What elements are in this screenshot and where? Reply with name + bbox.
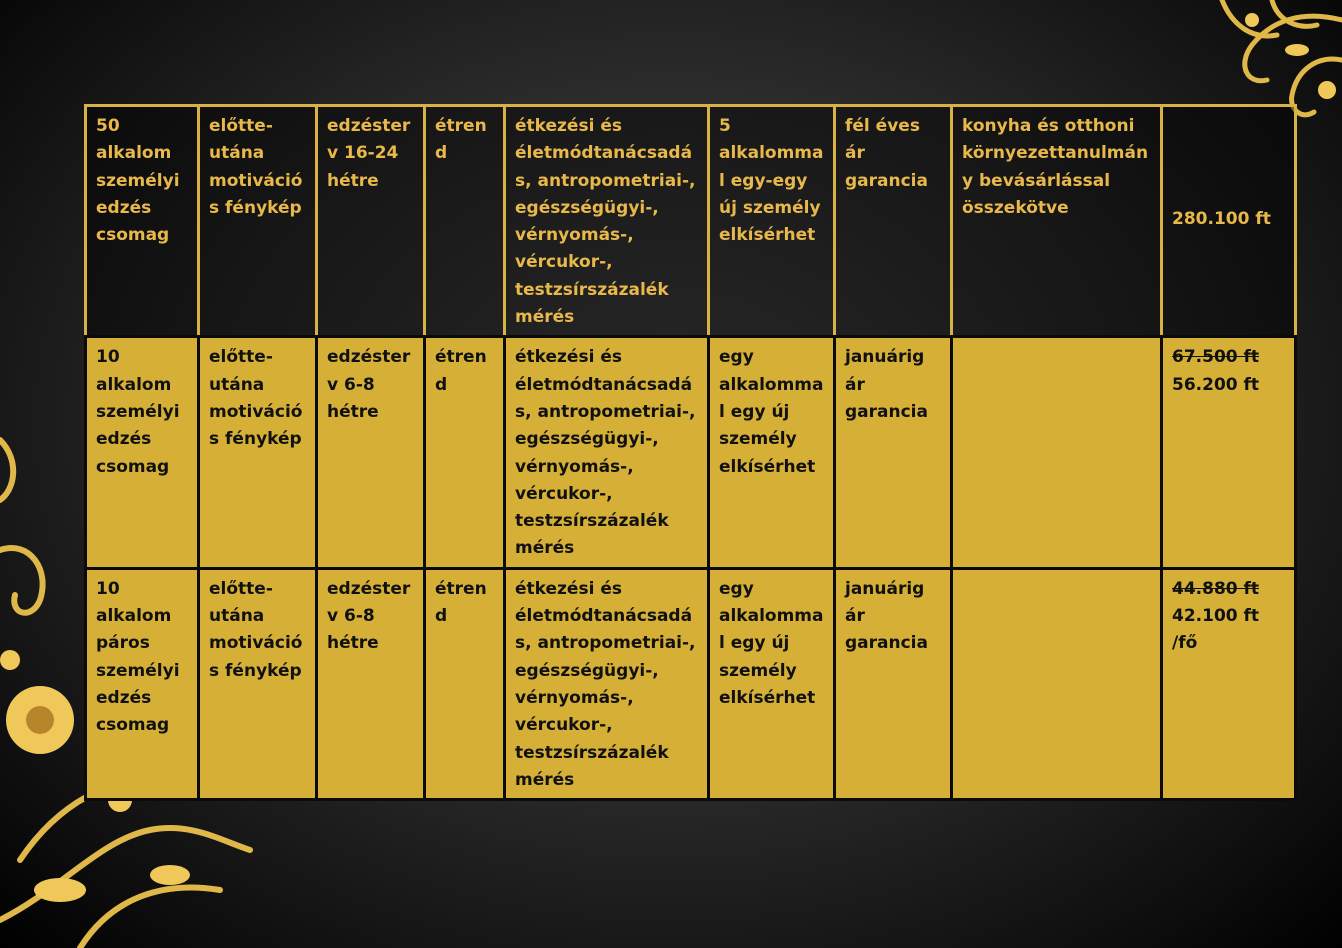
old-price: 44.880 ft xyxy=(1172,578,1260,599)
kitchen-cell xyxy=(952,568,1162,799)
price-cell xyxy=(1162,568,1296,799)
pricing-table xyxy=(84,104,1297,801)
diet-cell: étrend xyxy=(425,337,505,568)
photo-cell: előtte-utána motivációs fénykép xyxy=(199,337,317,568)
package-name: 10 alkalom személyi edzés csomag xyxy=(86,337,199,568)
guarantee-cell: januárig ár garancia xyxy=(835,568,952,799)
old-price: 67.500 ft xyxy=(1172,347,1260,368)
current-price: 56.200 ft xyxy=(1172,374,1260,395)
price-cell xyxy=(1162,337,1296,568)
photo-cell: előtte-utána motivációs fénykép xyxy=(199,106,317,337)
kitchen-cell: konyha és otthoni környezettanulmány bevásárlással összekötve xyxy=(952,106,1162,337)
guest-cell: egy alkalommal egy új személy elkísérhet xyxy=(709,568,835,799)
kitchen-cell xyxy=(952,337,1162,568)
guarantee-cell: januárig ár garancia xyxy=(835,337,952,568)
photo-cell: előtte-utána motivációs fénykép xyxy=(199,568,317,799)
consult-cell: étkezési és életmódtanácsadás, antropometriai-, egészségügyi-, vérnyomás-, vércukor-, testzsírszázalék mérés xyxy=(505,568,709,799)
consult-cell: étkezési és életmódtanácsadás, antropometriai-, egészségügyi-, vérnyomás-, vércukor-, testzsírszázalék mérés xyxy=(505,106,709,337)
plan-cell: edzésterv 6-8 hétre xyxy=(317,337,425,568)
current-price: 42.100 ft /fő xyxy=(1172,606,1260,654)
table-row xyxy=(86,337,1296,568)
table-row xyxy=(86,568,1296,799)
diet-cell: étrend xyxy=(425,568,505,799)
guest-cell: 5 alkalommal egy-egy új személy elkísérhet xyxy=(709,106,835,337)
diet-cell: étrend xyxy=(425,106,505,337)
package-name: 10 alkalom páros személyi edzés csomag xyxy=(86,568,199,799)
current-price: 280.100 ft xyxy=(1172,208,1271,229)
plan-cell: edzésterv 16-24 hétre xyxy=(317,106,425,337)
package-name: 50 alkalom személyi edzés csomag xyxy=(86,106,199,337)
guest-cell: egy alkalommal egy új személy elkísérhet xyxy=(709,337,835,568)
plan-cell: edzésterv 6-8 hétre xyxy=(317,568,425,799)
price-cell xyxy=(1162,106,1296,337)
table-row xyxy=(86,106,1296,337)
consult-cell: étkezési és életmódtanácsadás, antropometriai-, egészségügyi-, vérnyomás-, vércukor-, testzsírszázalék mérés xyxy=(505,337,709,568)
guarantee-cell: fél éves ár garancia xyxy=(835,106,952,337)
